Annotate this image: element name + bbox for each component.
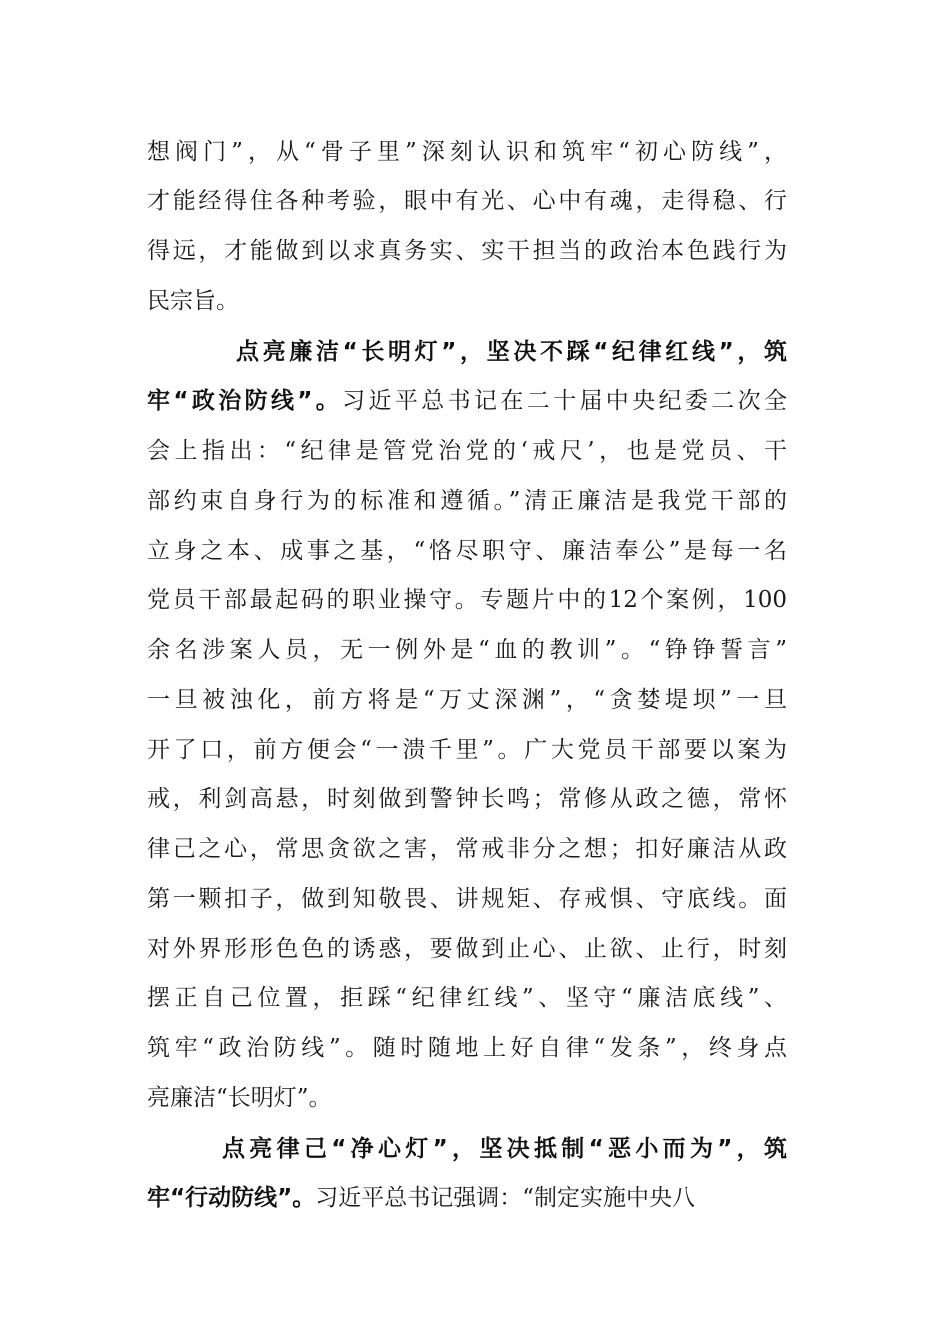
paragraph-line: 筑牢“政治防线”。随时随地上好自律“发条”，终身点: [147, 1035, 787, 1061]
paragraph-line: 摆正自己位置，拒踩“纪律红线”、坚守“廉洁底线”、: [147, 985, 787, 1011]
paragraph-line: 立身之本、成事之基，“恪尽职守、廉洁奉公”是每一名: [147, 538, 787, 564]
paragraph-line: 对外界形形色色的诱惑，要做到止心、止欲、止行，时刻: [147, 936, 787, 962]
paragraph-line: 律己之心，常思贪欲之害，常戒非分之想；扣好廉洁从政: [147, 836, 787, 862]
paragraph-line: 民宗旨。: [147, 288, 239, 314]
paragraph-line: 部约束自身行为的标准和遵循。”清正廉洁是我党干部的: [147, 488, 787, 514]
paragraph-line: 得远，才能做到以求真务实、实干担当的政治本色践行为: [147, 238, 787, 264]
paragraph-line: 余名涉案人员，无一例外是“血的教训”。“铮铮誓言”: [147, 637, 787, 663]
paragraph-line: 才能经得住各种考验，眼中有光、心中有魂，走得稳、行: [147, 188, 787, 214]
paragraph-line: 党员干部最起码的职业操守。专题片中的12个案例，100: [147, 587, 787, 613]
section-heading-tail: 牢“行动防线”。: [147, 1185, 316, 1211]
paragraph-line: [147, 384, 787, 418]
section-heading: 点亮廉洁“长明灯”，坚决不踩“纪律红线”，筑: [236, 339, 787, 365]
paragraph-line: 开了口，前方便会“一溃千里”。广大党员干部要以案为: [147, 737, 787, 763]
section-heading: 点亮律己“净心灯”，坚决抵制“恶小而为”，筑: [222, 1136, 787, 1162]
paragraph-line: 想阀门”，从“骨子里”深刻认识和筑牢“初心防线”，: [147, 139, 787, 165]
paragraph-line: [147, 1181, 787, 1215]
paragraph-line: 一旦被浊化，前方将是“万丈深渊”，“贪婪堤坝”一旦: [147, 687, 787, 713]
section-heading-tail: 牢“政治防线”。: [147, 388, 343, 414]
paragraph-line: 戒，利剑高悬，时刻做到警钟长鸣；常修从政之德，常怀: [147, 786, 787, 812]
paragraph-line: 会上指出：“纪律是管党治党的‘戒尺’，也是党员、干: [147, 438, 787, 464]
paragraph-line: 亮廉洁“长明灯”。: [147, 1085, 332, 1111]
paragraph-text: 习近平总书记在二十届中央纪委二次全: [342, 388, 787, 414]
paragraph-line: 第一颗扣子，做到知敬畏、讲规矩、存戒惧、守底线。面: [147, 886, 787, 912]
paragraph-text: 习近平总书记强调：“制定实施中央八: [315, 1185, 695, 1211]
